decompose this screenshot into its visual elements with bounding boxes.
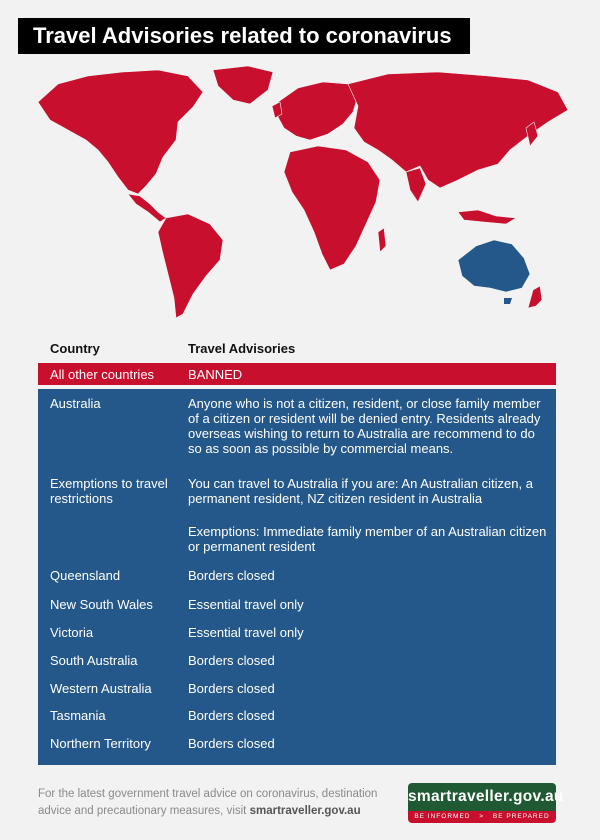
smartraveller-logo	[408, 783, 564, 823]
map-madagascar	[378, 228, 386, 252]
row-advisory: Essential travel only	[188, 597, 304, 612]
map-africa	[284, 146, 380, 270]
column-header-country: Country	[50, 341, 100, 356]
row-country: Australia	[50, 396, 101, 411]
row-advisory: You can travel to Australia if you are: An Australian citizen, a permanent resident, NZ citizen resident in Australia	[188, 476, 533, 506]
footer-link[interactable]: smartraveller.gov.au	[249, 805, 361, 817]
logo-name: smartraveller.gov.au	[408, 783, 556, 811]
row-country: Western Australia	[50, 681, 152, 696]
row-country: New South Wales	[50, 597, 153, 612]
map-india	[406, 168, 426, 202]
map-south-america	[158, 214, 223, 318]
column-header-advisory: Travel Advisories	[188, 341, 296, 356]
row-advisory: Essential travel only	[188, 625, 304, 640]
row-advisory: Anyone who is not a citizen, resident, or close family member of a citizen or resident will be denied entry. Residents already overseas wishing to return to Australia are recommend to do so as soon as possible by commercial means.	[188, 396, 541, 456]
row-country: Victoria	[50, 625, 94, 640]
page-title: Travel Advisories related to coronavirus	[18, 18, 470, 54]
map-north-america	[38, 70, 203, 194]
row-advisory: Borders closed	[188, 653, 275, 668]
map-australia	[458, 240, 530, 292]
logo-tagline-left: BE INFORMED	[414, 813, 471, 820]
row-advisory: Borders closed	[188, 568, 275, 583]
row-country: Tasmania	[50, 708, 106, 723]
row-advisory-extra: Exemptions: Immediate family member of an Australian citizen or permanent resident	[188, 524, 547, 554]
australia-advisories	[38, 389, 556, 765]
row-country: South Australia	[50, 653, 138, 668]
map-indonesia	[458, 210, 516, 224]
banned-advisory: BANNED	[188, 367, 243, 382]
logo-tagline-right: BE PREPARED	[492, 813, 550, 820]
map-greenland	[213, 66, 273, 104]
row-advisory: Borders closed	[188, 708, 275, 723]
row-country: Northern Territory	[50, 736, 151, 751]
map-central-america	[128, 194, 166, 222]
banned-country: All other countries	[50, 367, 155, 382]
logo-tagline	[408, 811, 556, 823]
table-header	[38, 338, 556, 360]
map-new-zealand	[528, 286, 542, 308]
world-map	[28, 62, 576, 322]
logo-tagline-sep: >	[479, 813, 485, 820]
footer-note	[38, 786, 378, 820]
row-country: Exemptions to travel restrictions	[50, 476, 168, 506]
map-europe	[278, 82, 358, 140]
row-country: Queensland	[50, 568, 121, 583]
row-advisory: Borders closed	[188, 681, 275, 696]
row-advisory: Borders closed	[188, 736, 275, 751]
table-row-banned	[38, 363, 556, 385]
footer-text: For the latest government travel advice on coronavirus, destination advice and precautionary measures, visit	[38, 788, 378, 817]
map-tasmania	[504, 298, 512, 304]
